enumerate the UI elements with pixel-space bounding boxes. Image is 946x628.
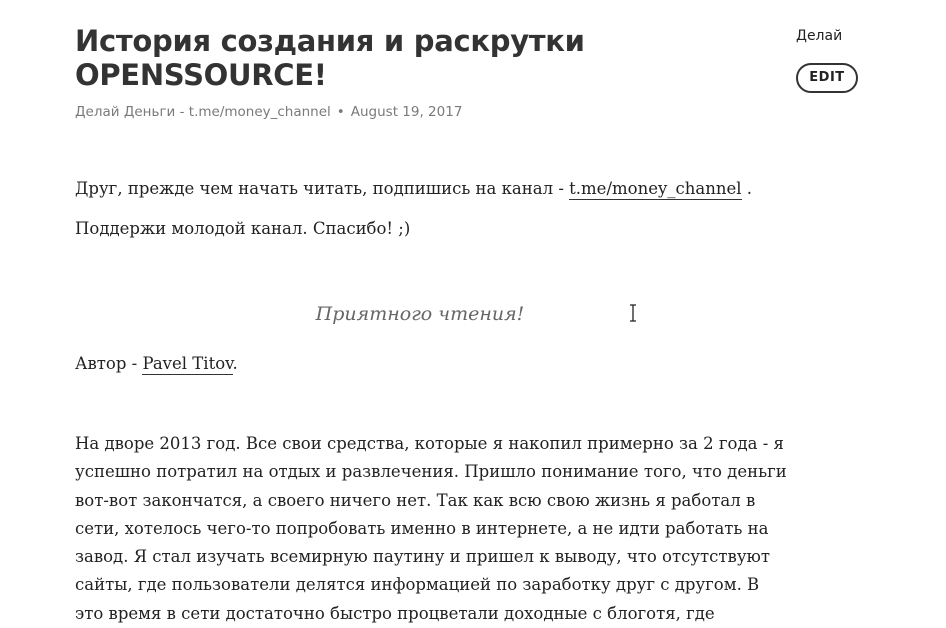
intro-paragraph: [75, 175, 752, 203]
author-link[interactable]: Pavel Titov: [142, 354, 233, 373]
author-name[interactable]: Делай: [796, 28, 843, 44]
article-title: [75, 24, 695, 92]
author-prefix: Автор -: [75, 354, 143, 373]
intro-text: Друг, прежде чем начать читать, подпишись на канал -: [75, 179, 570, 198]
author-sidebar: [796, 28, 845, 85]
body-line: вот-вот закончатся, а своего ничего нет. Так как всю свою жизнь я работал в: [75, 490, 756, 510]
author-suffix: .: [232, 354, 238, 373]
channel-link[interactable]: t.me/money_channel: [569, 179, 742, 198]
author-paragraph: [75, 350, 238, 378]
title-line-1: История создания и раскрутки: [75, 24, 585, 58]
body-line: сайты, где пользователи делятся информацией по заработку друг с другом. В: [75, 575, 760, 595]
body-paragraph: [75, 430, 787, 628]
article-meta: [75, 104, 462, 120]
body-line: завод. Я стал изучать всемирную паутину и пришел к выводу, что отсутствуют: [75, 547, 771, 567]
edit-button[interactable]: EDIT: [796, 63, 858, 93]
support-paragraph: Поддержи молодой канал. Спасибо! ;): [75, 219, 411, 238]
intro-text-end: .: [741, 179, 753, 198]
meta-separator: •: [336, 104, 345, 120]
text-cursor-icon: [628, 304, 638, 322]
body-line: сети, хотелось чего-то попробовать именно в интернете, а не идти работать на: [75, 518, 769, 538]
body-line: это время в сети достаточно быстро процветали доходные с блоготя, где: [75, 603, 715, 623]
pull-quote: Приятного чтения!: [315, 303, 525, 325]
body-line: На дворе 2013 год. Все свои средства, которые я накопил примерно за 2 года - я: [75, 434, 784, 453]
title-line-2: OPENSSOURCE!: [75, 58, 327, 92]
publish-date: August 19, 2017: [350, 104, 463, 120]
channel-name[interactable]: Делай Деньги - t.me/money_channel: [75, 104, 331, 120]
body-line: успешно потратил на отдых и развлечения. Пришло понимание того, что деньги: [75, 462, 787, 482]
